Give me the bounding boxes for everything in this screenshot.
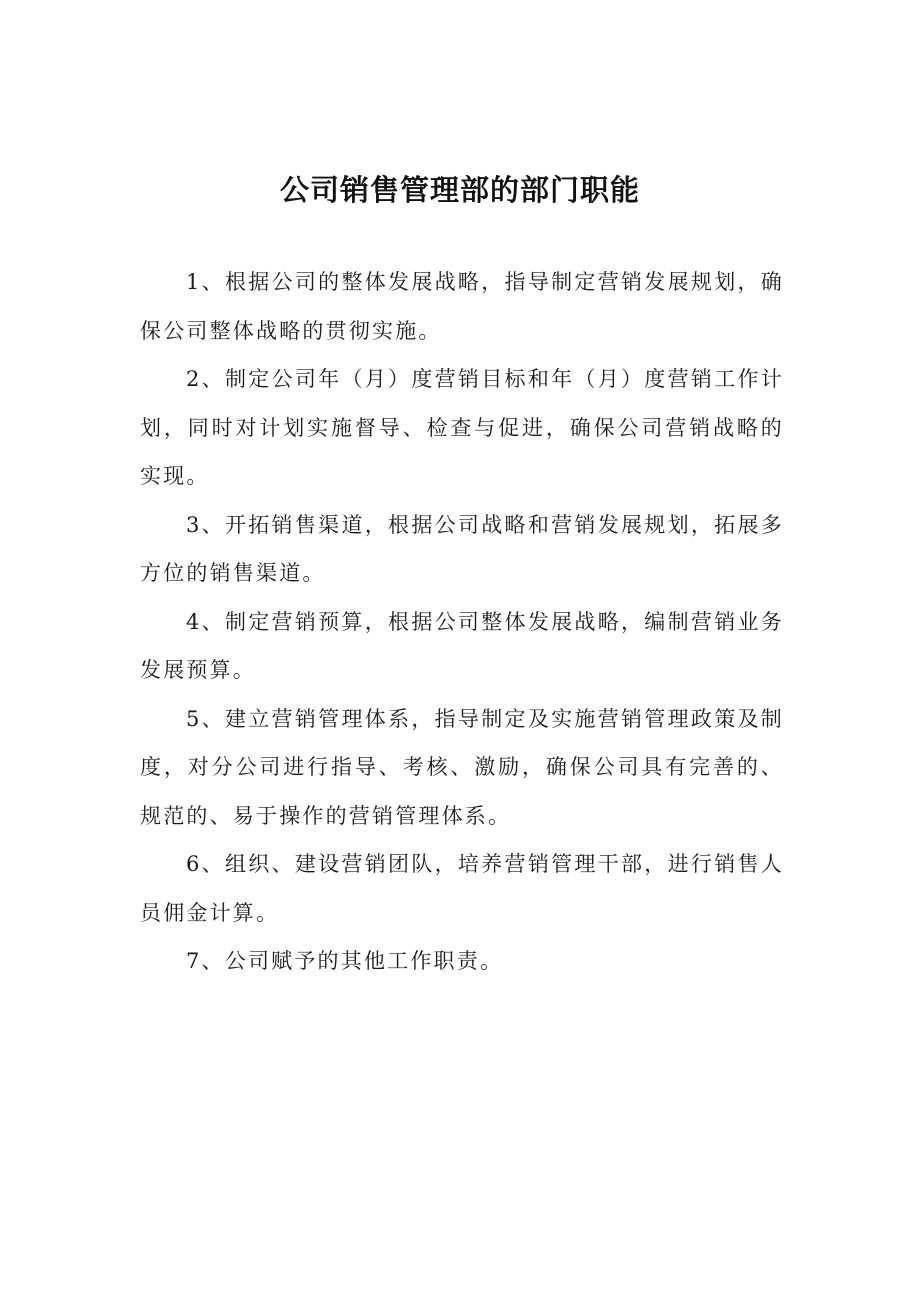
paragraph-1: 1、根据公司的整体发展战略，指导制定营销发展规划，确保公司整体战略的贯彻实施。 (140, 270, 784, 343)
paragraph-3: 3、开拓销售渠道，根据公司战略和营销发展规划，拓展多方位的销售渠道。 (140, 512, 784, 585)
paragraph-2: 2、制定公司年（月）度营销目标和年（月）度营销工作计划，同时对计划实施督导、检查与促进，确保公司营销战略的实现。 (140, 367, 784, 488)
paragraph-7: 7、公司赋予的其他工作职责。 (186, 949, 504, 973)
document-body (140, 258, 784, 986)
paragraph-6: 6、组织、建设营销团队，培养营销管理干部，进行销售人员佣金计算。 (140, 852, 784, 925)
document-title: 公司销售管理部的部门职能 (279, 173, 640, 207)
paragraph-4: 4、制定营销预算，根据公司整体发展战略，编制营销业务发展预算。 (140, 609, 784, 682)
paragraph-5: 5、建立营销管理体系，指导制定及实施营销管理政策及制度，对分公司进行指导、考核、激励，确保公司具有完善的、规范的、易于操作的营销管理体系。 (140, 706, 784, 828)
